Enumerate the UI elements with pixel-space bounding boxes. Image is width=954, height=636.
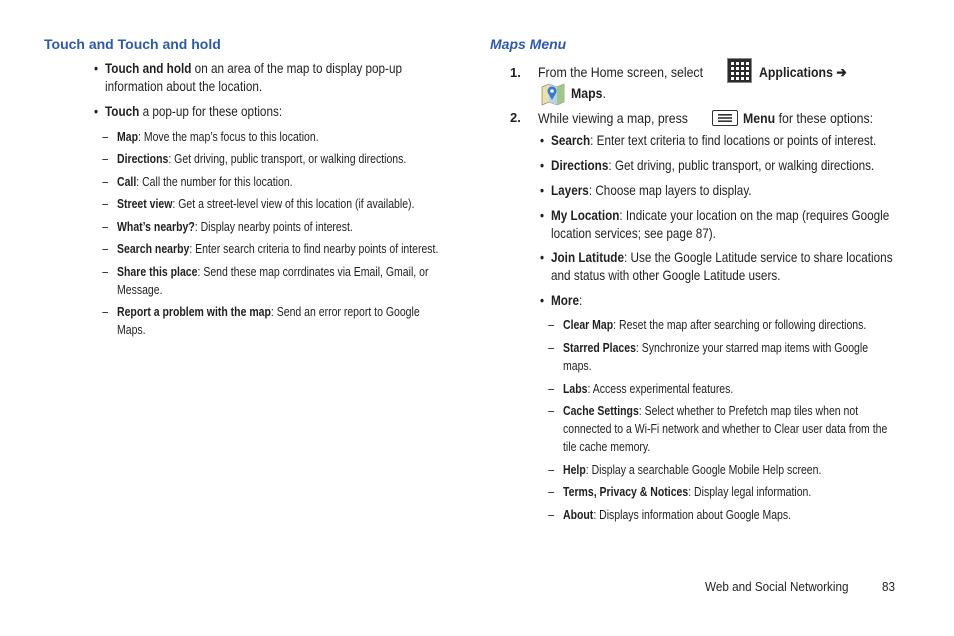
bullet-search: • Search: Enter text criteria to find locations or points of interest.: [539, 133, 877, 148]
maps-icon: [540, 81, 566, 107]
sub-item-street-view: – Street view: Get a street-level view of this location (if available).: [102, 196, 415, 211]
step-1-maps: Maps.: [571, 85, 606, 101]
sub-item-labs: – Labs: Access experimental features.: [548, 381, 734, 396]
sub-item-report-problem: – Report a problem with the map: Send an error report to Google Maps.: [102, 304, 420, 337]
sub-item-clear-map: – Clear Map: Reset the map after searching or following directions.: [548, 317, 867, 332]
sub-item-help: – Help: Display a searchable Google Mobile Help screen.: [548, 462, 822, 477]
step-1-text: From the Home screen, select: [538, 64, 704, 80]
bullet-directions: • Directions: Get driving, public transport, or walking directions.: [539, 158, 875, 173]
sub-item-terms: – Terms, Privacy & Notices: Display legal information.: [548, 484, 812, 499]
sub-item-directions: – Directions: Get driving, public transport, or walking directions.: [102, 151, 407, 166]
step-number: 2.: [510, 110, 521, 125]
bullet-glyph: •: [93, 104, 99, 119]
applications-icon: [727, 58, 752, 83]
sub-item-call: – Call: Call the number for this location.: [102, 174, 293, 189]
sub-item-whats-nearby: – What’s nearby?: Display nearby points of interest.: [102, 219, 353, 234]
step-number: 1.: [510, 65, 521, 80]
sub-item-search-nearby: – Search nearby: Enter search criteria to find nearby points of interest.: [102, 241, 439, 256]
bullet-my-location: • My Location: Indicate your location on the map (requires Google location services; see page 87).: [539, 208, 890, 241]
step-1-applications: Applications ➔: [759, 64, 847, 80]
step-2-text: While viewing a map, press: [538, 110, 688, 126]
bullet-join-latitude: • Join Latitude: Use the Google Latitude service to share locations and status with other Google Latitude users.: [539, 250, 893, 283]
footer-section-title: Web and Social Networking: [705, 579, 849, 594]
bullet-touch-and-hold: • Touch and hold on an area of the map to display pop-up information about the location.: [93, 61, 403, 94]
section-heading-touch: Touch and Touch and hold: [44, 36, 221, 52]
page-number: 83: [882, 579, 896, 594]
sub-item-about: – About: Displays information about Google Maps.: [548, 507, 792, 522]
step-2-menu: Menu for these options:: [743, 110, 874, 126]
sub-item-share-this-place: – Share this place: Send these map corrdinates via Email, Gmail, or Message.: [102, 264, 429, 297]
section-heading-maps-menu: Maps Menu: [490, 36, 567, 52]
sub-item-starred-places: – Starred Places: Synchronize your starred map items with Google maps.: [548, 340, 869, 373]
bullet-glyph: •: [93, 61, 99, 76]
bullet-layers: • Layers: Choose map layers to display.: [539, 183, 752, 198]
bullet-touch: • Touch a pop-up for these options:: [93, 104, 283, 119]
sub-item-cache-settings: – Cache Settings: Select whether to Prefetch map tiles when not connected to a Wi-Fi network and whether to Clear user data from the tile cache memory.: [548, 403, 888, 454]
menu-key-icon: [712, 110, 738, 126]
bullet-more: • More:: [539, 293, 583, 308]
sub-item-map: – Map: Move the map’s focus to this location.: [102, 129, 319, 144]
